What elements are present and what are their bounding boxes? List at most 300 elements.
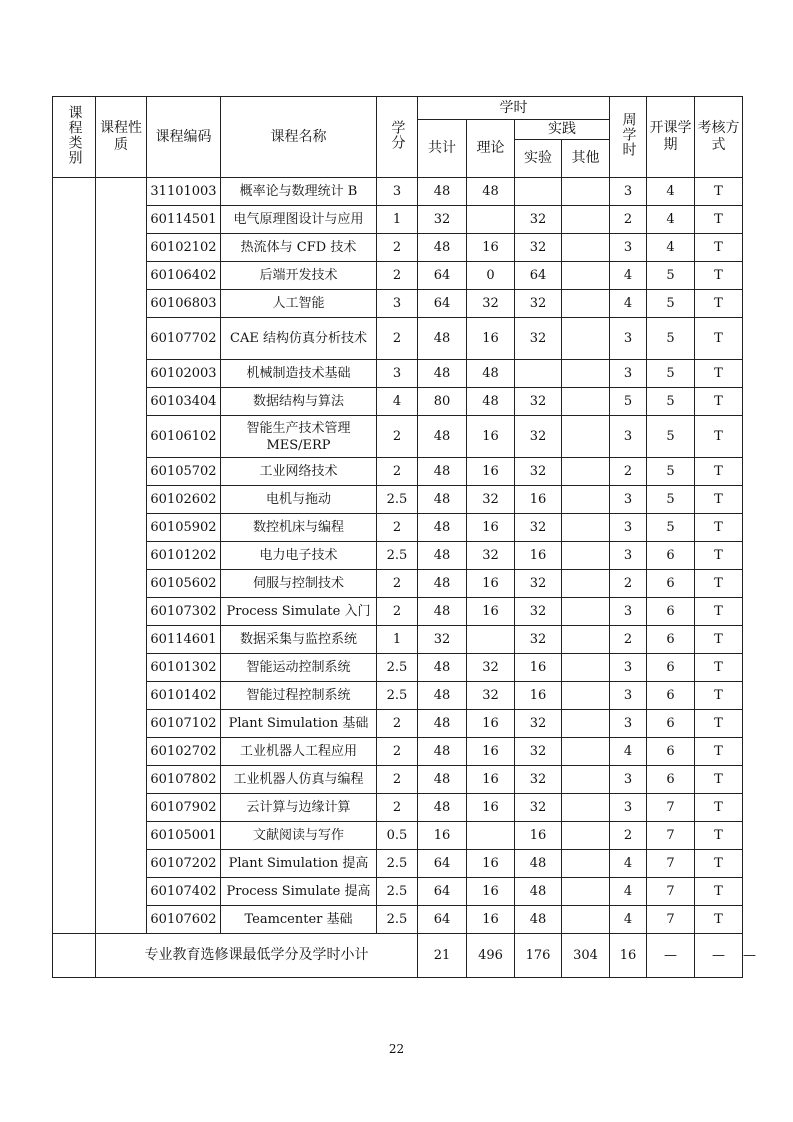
cell-weekly: 4 xyxy=(610,850,647,878)
cell-semester: 6 xyxy=(647,766,695,794)
table-row xyxy=(53,906,743,934)
cell-experiment: 32 xyxy=(515,388,562,416)
cell-code: 60107902 xyxy=(147,794,221,822)
cell-credit: 0.5 xyxy=(377,822,418,850)
category-cell xyxy=(53,178,96,934)
cell-weekly: 3 xyxy=(610,598,647,626)
cell-other xyxy=(562,318,610,360)
header-other: 其他 xyxy=(562,140,610,178)
cell-weekly: 2 xyxy=(610,458,647,486)
cell-credit: 2 xyxy=(377,710,418,738)
cell-semester: 7 xyxy=(647,794,695,822)
cell-assessment: T xyxy=(695,318,743,360)
cell-credit: 2 xyxy=(377,738,418,766)
cell-theory: 16 xyxy=(467,458,515,486)
table-row xyxy=(53,822,743,850)
cell-theory: 16 xyxy=(467,234,515,262)
cell-code: 60105702 xyxy=(147,458,221,486)
cell-other xyxy=(562,486,610,514)
cell-other xyxy=(562,262,610,290)
table-row xyxy=(53,766,743,794)
cell-assessment: T xyxy=(695,906,743,934)
cell-experiment: 48 xyxy=(515,878,562,906)
cell-total: 48 xyxy=(418,598,467,626)
cell-experiment: 64 xyxy=(515,262,562,290)
cell-credit: 2 xyxy=(377,570,418,598)
cell-name: 智能过程控制系统 xyxy=(221,682,377,710)
cell-weekly: 3 xyxy=(610,416,647,458)
cell-credit: 2.5 xyxy=(377,682,418,710)
cell-theory: 16 xyxy=(467,570,515,598)
cell-total: 48 xyxy=(418,234,467,262)
cell-name: Plant Simulation 提高 xyxy=(221,850,377,878)
cell-total: 64 xyxy=(418,906,467,934)
cell-semester: 6 xyxy=(647,598,695,626)
cell-semester: 5 xyxy=(647,416,695,458)
course-table-body xyxy=(53,178,743,934)
cell-weekly: 2 xyxy=(610,626,647,654)
cell-name: 智能运动控制系统 xyxy=(221,654,377,682)
cell-semester: 6 xyxy=(647,570,695,598)
cell-credit: 2.5 xyxy=(377,542,418,570)
cell-semester: 7 xyxy=(647,906,695,934)
table-row xyxy=(53,416,743,458)
cell-name: 后端开发技术 xyxy=(221,262,377,290)
summary-other: 16 xyxy=(610,934,647,978)
cell-semester: 7 xyxy=(647,850,695,878)
cell-weekly: 3 xyxy=(610,514,647,542)
table-row xyxy=(53,850,743,878)
cell-code: 60106102 xyxy=(147,416,221,458)
cell-assessment: T xyxy=(695,626,743,654)
cell-total: 64 xyxy=(418,290,467,318)
cell-experiment: 32 xyxy=(515,626,562,654)
cell-name: 机械制造技术基础 xyxy=(221,360,377,388)
cell-name: 电机与拖动 xyxy=(221,486,377,514)
cell-other xyxy=(562,360,610,388)
cell-theory: 16 xyxy=(467,416,515,458)
cell-other xyxy=(562,906,610,934)
cell-total: 32 xyxy=(418,626,467,654)
cell-code: 60106803 xyxy=(147,290,221,318)
cell-theory: 16 xyxy=(467,850,515,878)
cell-name: 文献阅读与写作 xyxy=(221,822,377,850)
cell-code: 60102102 xyxy=(147,234,221,262)
cell-other xyxy=(562,234,610,262)
cell-assessment: T xyxy=(695,878,743,906)
table-row xyxy=(53,626,743,654)
cell-total: 48 xyxy=(418,766,467,794)
cell-other xyxy=(562,598,610,626)
cell-theory: 16 xyxy=(467,710,515,738)
cell-assessment: T xyxy=(695,360,743,388)
cell-semester: 7 xyxy=(647,878,695,906)
cell-total: 64 xyxy=(418,878,467,906)
cell-assessment: T xyxy=(695,738,743,766)
cell-experiment xyxy=(515,360,562,388)
cell-total: 64 xyxy=(418,262,467,290)
cell-theory: 0 xyxy=(467,262,515,290)
header-theory: 理论 xyxy=(467,120,515,178)
cell-name: 智能生产技术管理 MES/ERP xyxy=(221,416,377,458)
header-nature: 课程性质 xyxy=(96,97,147,178)
cell-credit: 2 xyxy=(377,514,418,542)
cell-total: 16 xyxy=(418,822,467,850)
cell-other xyxy=(562,570,610,598)
cell-theory: 32 xyxy=(467,682,515,710)
cell-semester: 4 xyxy=(647,206,695,234)
page-number: 22 xyxy=(388,1042,405,1056)
cell-assessment: T xyxy=(695,514,743,542)
cell-other xyxy=(562,626,610,654)
cell-code: 60101302 xyxy=(147,654,221,682)
cell-code: 60102602 xyxy=(147,486,221,514)
cell-code: 60101202 xyxy=(147,542,221,570)
cell-code: 60107202 xyxy=(147,850,221,878)
cell-code: 60107402 xyxy=(147,878,221,906)
cell-weekly: 4 xyxy=(610,290,647,318)
cell-semester: 5 xyxy=(647,458,695,486)
cell-assessment: T xyxy=(695,290,743,318)
cell-other xyxy=(562,850,610,878)
table-row xyxy=(53,878,743,906)
table-row xyxy=(53,234,743,262)
table-row xyxy=(53,360,743,388)
cell-experiment: 32 xyxy=(515,234,562,262)
summary-credit: 21 xyxy=(418,934,467,978)
cell-experiment: 16 xyxy=(515,654,562,682)
cell-experiment: 48 xyxy=(515,850,562,878)
cell-total: 48 xyxy=(418,682,467,710)
cell-name: 人工智能 xyxy=(221,290,377,318)
cell-semester: 5 xyxy=(647,318,695,360)
cell-assessment: T xyxy=(695,794,743,822)
cell-experiment: 32 xyxy=(515,570,562,598)
cell-code: 60102702 xyxy=(147,738,221,766)
table-row xyxy=(53,262,743,290)
cell-weekly: 4 xyxy=(610,878,647,906)
cell-experiment: 32 xyxy=(515,710,562,738)
cell-name: 电气原理图设计与应用 xyxy=(221,206,377,234)
cell-name: 数控机床与编程 xyxy=(221,514,377,542)
header-hours: 学时 xyxy=(418,97,610,120)
cell-semester: 5 xyxy=(647,262,695,290)
cell-other xyxy=(562,654,610,682)
cell-weekly: 3 xyxy=(610,766,647,794)
cell-assessment: T xyxy=(695,416,743,458)
cell-semester: 5 xyxy=(647,514,695,542)
table-row xyxy=(53,388,743,416)
header-code: 课程编码 xyxy=(147,97,221,178)
cell-assessment: T xyxy=(695,458,743,486)
table-row xyxy=(53,794,743,822)
cell-experiment: 32 xyxy=(515,290,562,318)
cell-semester: 5 xyxy=(647,360,695,388)
cell-other xyxy=(562,710,610,738)
cell-credit: 2.5 xyxy=(377,486,418,514)
cell-code: 60105001 xyxy=(147,822,221,850)
cell-semester: 5 xyxy=(647,388,695,416)
table-row xyxy=(53,598,743,626)
cell-credit: 2.5 xyxy=(377,850,418,878)
cell-code: 60114601 xyxy=(147,626,221,654)
summary-experiment: 304 xyxy=(562,934,610,978)
cell-weekly: 3 xyxy=(610,360,647,388)
cell-total: 48 xyxy=(418,794,467,822)
cell-semester: 7 xyxy=(647,822,695,850)
summary-weekly: — xyxy=(647,934,695,978)
cell-assessment: T xyxy=(695,598,743,626)
cell-weekly: 5 xyxy=(610,388,647,416)
cell-total: 80 xyxy=(418,388,467,416)
cell-code: 60114501 xyxy=(147,206,221,234)
cell-name: Process Simulate 提高 xyxy=(221,878,377,906)
cell-assessment: T xyxy=(695,570,743,598)
cell-theory xyxy=(467,206,515,234)
cell-theory: 32 xyxy=(467,654,515,682)
cell-total: 48 xyxy=(418,710,467,738)
cell-other xyxy=(562,822,610,850)
cell-code: 60107302 xyxy=(147,598,221,626)
cell-theory: 48 xyxy=(467,360,515,388)
cell-credit: 2 xyxy=(377,458,418,486)
table-row xyxy=(53,738,743,766)
cell-weekly: 4 xyxy=(610,262,647,290)
cell-assessment: T xyxy=(695,234,743,262)
cell-semester: 6 xyxy=(647,542,695,570)
cell-other xyxy=(562,878,610,906)
summary-label: 专业教育选修课最低学分及学时小计 xyxy=(96,934,418,978)
header-experiment: 实验 xyxy=(515,140,562,178)
cell-total: 48 xyxy=(418,514,467,542)
table-row xyxy=(53,318,743,360)
cell-code: 60107802 xyxy=(147,766,221,794)
table-row xyxy=(53,710,743,738)
cell-total: 48 xyxy=(418,318,467,360)
cell-theory: 16 xyxy=(467,598,515,626)
cell-semester: 6 xyxy=(647,626,695,654)
summary-total: 496 xyxy=(467,934,515,978)
cell-name: 概率论与数理统计 B xyxy=(221,178,377,206)
cell-assessment: T xyxy=(695,542,743,570)
cell-weekly: 4 xyxy=(610,906,647,934)
cell-experiment: 32 xyxy=(515,514,562,542)
table-row xyxy=(53,290,743,318)
cell-weekly: 3 xyxy=(610,710,647,738)
cell-experiment: 48 xyxy=(515,906,562,934)
cell-assessment: T xyxy=(695,822,743,850)
cell-weekly: 3 xyxy=(610,234,647,262)
cell-credit: 2 xyxy=(377,262,418,290)
cell-other xyxy=(562,766,610,794)
cell-assessment: T xyxy=(695,262,743,290)
cell-theory: 32 xyxy=(467,542,515,570)
table-row xyxy=(53,542,743,570)
cell-other xyxy=(562,794,610,822)
cell-other xyxy=(562,388,610,416)
cell-assessment: T xyxy=(695,178,743,206)
table-row xyxy=(53,458,743,486)
summary-category-cell xyxy=(53,934,96,978)
header-row-1 xyxy=(53,97,743,120)
cell-weekly: 2 xyxy=(610,822,647,850)
header-semester: 开课学期 xyxy=(647,97,695,178)
table-row xyxy=(53,570,743,598)
cell-assessment: T xyxy=(695,654,743,682)
cell-name: 数据采集与监控系统 xyxy=(221,626,377,654)
header-practice: 实践 xyxy=(515,120,610,140)
cell-credit: 2 xyxy=(377,598,418,626)
table-row xyxy=(53,682,743,710)
cell-experiment: 16 xyxy=(515,486,562,514)
cell-semester: 6 xyxy=(647,682,695,710)
cell-weekly: 2 xyxy=(610,570,647,598)
cell-total: 64 xyxy=(418,850,467,878)
cell-credit: 3 xyxy=(377,290,418,318)
header-credit: 学分 xyxy=(377,97,418,178)
cell-name: 数据结构与算法 xyxy=(221,388,377,416)
cell-theory: 32 xyxy=(467,290,515,318)
cell-name: 工业机器人仿真与编程 xyxy=(221,766,377,794)
cell-other xyxy=(562,416,610,458)
cell-semester: 5 xyxy=(647,290,695,318)
cell-theory: 16 xyxy=(467,906,515,934)
cell-experiment: 32 xyxy=(515,794,562,822)
cell-theory: 16 xyxy=(467,878,515,906)
cell-semester: 5 xyxy=(647,486,695,514)
cell-total: 48 xyxy=(418,542,467,570)
cell-other xyxy=(562,290,610,318)
cell-name: 工业网络技术 xyxy=(221,458,377,486)
cell-assessment: T xyxy=(695,206,743,234)
nature-cell xyxy=(96,178,147,934)
cell-other xyxy=(562,542,610,570)
cell-weekly: 3 xyxy=(610,682,647,710)
cell-credit: 2.5 xyxy=(377,878,418,906)
cell-code: 60107702 xyxy=(147,318,221,360)
cell-credit: 2 xyxy=(377,234,418,262)
cell-credit: 3 xyxy=(377,178,418,206)
cell-total: 48 xyxy=(418,570,467,598)
cell-credit: 2 xyxy=(377,794,418,822)
header-name: 课程名称 xyxy=(221,97,377,178)
cell-weekly: 2 xyxy=(610,206,647,234)
cell-assessment: T xyxy=(695,766,743,794)
cell-weekly: 3 xyxy=(610,178,647,206)
summary-semester: — xyxy=(695,934,743,978)
cell-total: 48 xyxy=(418,738,467,766)
cell-theory: 32 xyxy=(467,486,515,514)
cell-credit: 2.5 xyxy=(377,906,418,934)
cell-name: 电力电子技术 xyxy=(221,542,377,570)
cell-semester: 6 xyxy=(647,738,695,766)
cell-other xyxy=(562,178,610,206)
cell-credit: 2 xyxy=(377,766,418,794)
cell-total: 48 xyxy=(418,178,467,206)
cell-code: 60101402 xyxy=(147,682,221,710)
cell-credit: 1 xyxy=(377,626,418,654)
cell-theory: 16 xyxy=(467,766,515,794)
cell-credit: 2.5 xyxy=(377,654,418,682)
cell-other xyxy=(562,206,610,234)
cell-theory xyxy=(467,626,515,654)
cell-name: Teamcenter 基础 xyxy=(221,906,377,934)
table-row xyxy=(53,178,743,206)
cell-theory: 16 xyxy=(467,318,515,360)
cell-experiment: 32 xyxy=(515,458,562,486)
cell-name: 伺服与控制技术 xyxy=(221,570,377,598)
table-row xyxy=(53,654,743,682)
cell-weekly: 3 xyxy=(610,794,647,822)
cell-code: 60105902 xyxy=(147,514,221,542)
cell-credit: 1 xyxy=(377,206,418,234)
cell-total: 48 xyxy=(418,654,467,682)
cell-assessment: T xyxy=(695,486,743,514)
cell-code: 31101003 xyxy=(147,178,221,206)
cell-experiment xyxy=(515,178,562,206)
cell-weekly: 4 xyxy=(610,738,647,766)
cell-weekly: 3 xyxy=(610,654,647,682)
cell-theory: 16 xyxy=(467,514,515,542)
cell-semester: 4 xyxy=(647,178,695,206)
cell-theory xyxy=(467,822,515,850)
cell-code: 60106402 xyxy=(147,262,221,290)
course-table xyxy=(52,96,756,978)
cell-total: 48 xyxy=(418,458,467,486)
cell-total: 32 xyxy=(418,206,467,234)
cell-semester: 6 xyxy=(647,710,695,738)
cell-semester: 4 xyxy=(647,234,695,262)
cell-experiment: 32 xyxy=(515,766,562,794)
cell-code: 60107102 xyxy=(147,710,221,738)
cell-code: 60105602 xyxy=(147,570,221,598)
cell-credit: 3 xyxy=(377,360,418,388)
table-row xyxy=(53,486,743,514)
cell-other xyxy=(562,458,610,486)
header-category: 课程类别 xyxy=(53,97,96,178)
cell-other xyxy=(562,514,610,542)
cell-credit: 2 xyxy=(377,318,418,360)
cell-experiment: 32 xyxy=(515,416,562,458)
cell-experiment: 16 xyxy=(515,542,562,570)
header-total: 共计 xyxy=(418,120,467,178)
cell-experiment: 32 xyxy=(515,318,562,360)
cell-semester: 6 xyxy=(647,654,695,682)
cell-assessment: T xyxy=(695,710,743,738)
cell-weekly: 3 xyxy=(610,542,647,570)
header-weekly: 周学时 xyxy=(610,97,647,178)
cell-total: 48 xyxy=(418,486,467,514)
cell-total: 48 xyxy=(418,360,467,388)
cell-theory: 16 xyxy=(467,794,515,822)
cell-assessment: T xyxy=(695,682,743,710)
cell-experiment: 32 xyxy=(515,598,562,626)
summary-row: 专业教育选修课最低学分及学时小计 21 496 176 304 16 — — — xyxy=(53,934,743,978)
summary-theory: 176 xyxy=(515,934,562,978)
cell-assessment: T xyxy=(695,388,743,416)
cell-name: Plant Simulation 基础 xyxy=(221,710,377,738)
cell-experiment: 32 xyxy=(515,738,562,766)
header-assessment: 考核方式 xyxy=(695,97,743,178)
cell-code: 60103404 xyxy=(147,388,221,416)
cell-experiment: 32 xyxy=(515,206,562,234)
cell-theory: 48 xyxy=(467,178,515,206)
table-row xyxy=(53,514,743,542)
cell-experiment: 16 xyxy=(515,822,562,850)
cell-credit: 4 xyxy=(377,388,418,416)
cell-code: 60102003 xyxy=(147,360,221,388)
cell-total: 48 xyxy=(418,416,467,458)
